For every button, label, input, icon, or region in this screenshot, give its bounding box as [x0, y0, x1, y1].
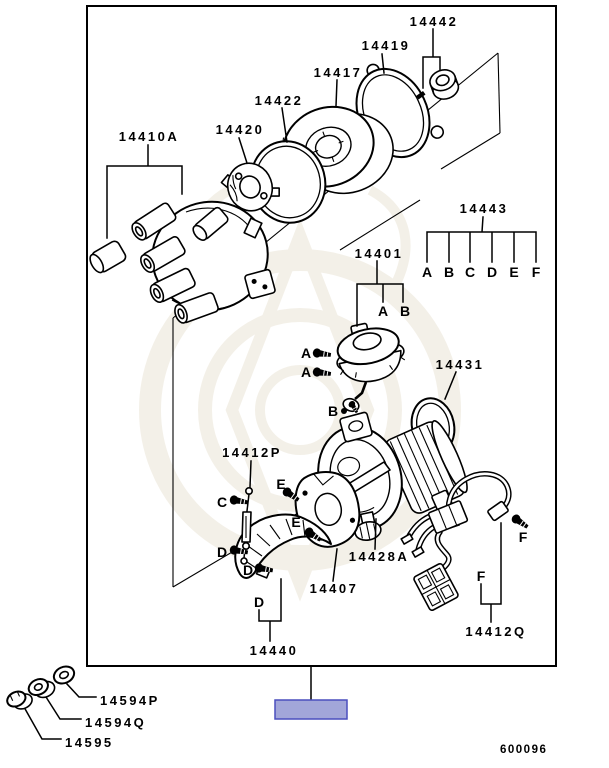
screw-C-icon	[229, 495, 249, 507]
ref-A: A	[377, 303, 389, 319]
doc-number: 600096	[500, 744, 548, 756]
ref-B: B	[327, 403, 339, 419]
screw-B-icon	[341, 408, 347, 414]
ref-D: D	[216, 544, 228, 560]
ref-F: F	[476, 568, 486, 584]
legend-letter-A: A	[421, 264, 433, 280]
label-14407: 14407	[309, 581, 359, 596]
label-14443: 14443	[459, 201, 509, 216]
legend-letter-F: F	[531, 264, 541, 280]
ref-A: A	[300, 364, 312, 380]
label-14594P: 14594P	[100, 693, 160, 708]
label-14412P: 14412P	[222, 445, 282, 460]
legend-letter-B: B	[443, 264, 455, 280]
part-cap-cover	[87, 239, 127, 275]
label-14410A: 14410A	[118, 129, 180, 144]
leader-lines	[24, 29, 536, 739]
label-14440: 14440	[249, 643, 299, 658]
part-14594P-washer	[51, 663, 77, 686]
highlight-marker[interactable]	[275, 700, 347, 719]
ref-D: D	[242, 562, 254, 578]
ref-E: E	[276, 476, 286, 492]
ref-E: E	[291, 514, 301, 530]
label-14401: 14401	[354, 246, 404, 261]
label-14431: 14431	[435, 357, 485, 372]
ref-D: D	[253, 594, 265, 610]
label-14595: 14595	[65, 735, 114, 750]
ref-F: F	[518, 529, 528, 545]
ref-A: A	[300, 345, 312, 361]
ref-C: C	[216, 494, 228, 510]
label-14428A: 14428A	[348, 549, 410, 564]
screw-A-icon	[312, 348, 331, 360]
label-14594Q: 14594Q	[85, 715, 147, 730]
label-14422: 14422	[254, 93, 304, 108]
legend-letter-C: C	[464, 264, 476, 280]
legend-letter-E: E	[509, 264, 519, 280]
label-14420: 14420	[215, 122, 265, 137]
label-14417: 14417	[313, 65, 363, 80]
label-14442: 14442	[409, 14, 459, 29]
ref-B: B	[399, 303, 411, 319]
legend-letter-D: D	[486, 264, 498, 280]
label-14412Q: 14412Q	[465, 624, 527, 639]
label-14419: 14419	[361, 38, 411, 53]
